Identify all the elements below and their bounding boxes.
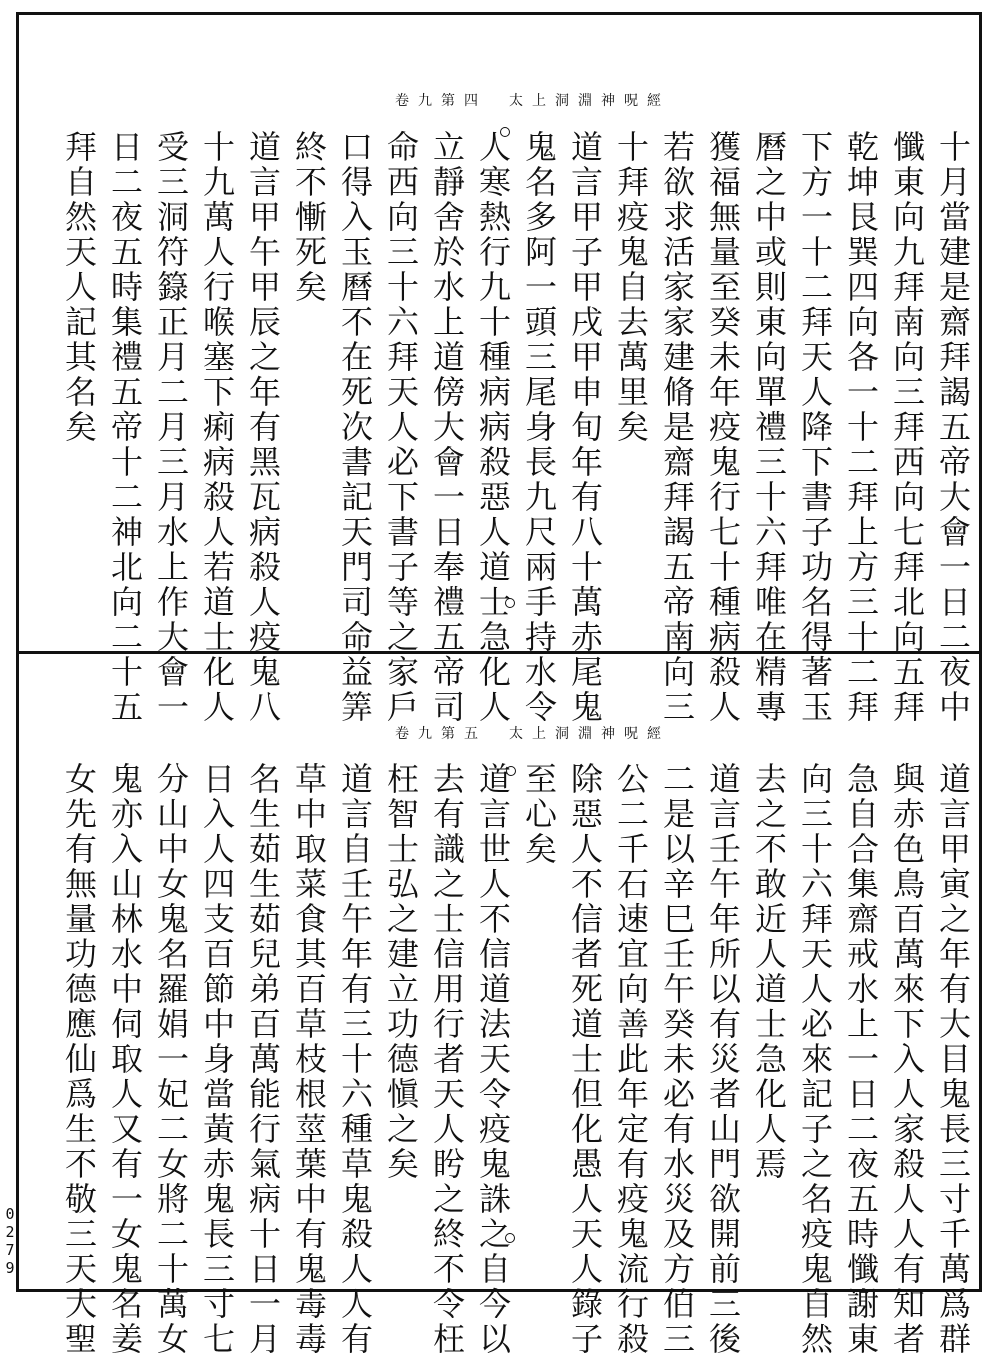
text-column: 下方一十二拜天人降下書子功名得著玉 bbox=[796, 130, 834, 725]
text-column: 口得入玉曆不在死次書記天門司命益筭 bbox=[336, 130, 374, 725]
text-column: 十九萬人行喉塞下痢病殺人若道士化人 bbox=[198, 130, 236, 725]
text-column: 道言壬午年所以有災者山門欲開前三後 bbox=[704, 762, 742, 1357]
text-column: 女先有無量功德應仙爲生不敬三天大聖 bbox=[60, 762, 98, 1357]
text-column: 終不慚死矣 bbox=[290, 130, 328, 305]
text-column: 命西向三十六拜天人必下書子等之家戶 bbox=[382, 130, 420, 725]
running-head-top bbox=[395, 90, 670, 110]
text-column: 道言甲午甲辰之年有黑瓦病殺人疫鬼八 bbox=[244, 130, 282, 725]
text-column: 曆之中或則東向單禮三十六拜唯在精專 bbox=[750, 130, 788, 725]
text-column: 道言世人不信道法天令疫鬼誅之自今以 bbox=[474, 762, 512, 1357]
text-column: 懺東向九拜南向三拜西向七拜北向五拜 bbox=[888, 130, 926, 725]
text-column: 鬼亦入山林水中伺取人又有一女鬼名姜 bbox=[106, 762, 144, 1357]
section-mark bbox=[500, 127, 510, 137]
text-column: 向三十六拜天人必來記子之名疫鬼自然 bbox=[796, 762, 834, 1357]
text-column: 道言甲寅之年有大目鬼長三寸千萬爲群 bbox=[934, 762, 972, 1357]
section-mark bbox=[505, 598, 515, 608]
text-column: 去之不敢近人道士急化人焉 bbox=[750, 762, 788, 1182]
text-column: 急自合集齋戒水上一日二夜五時懺謝東 bbox=[842, 762, 880, 1357]
text-column: 公二千石速宜向善此年定有疫鬼流行殺 bbox=[612, 762, 650, 1357]
text-column: 獲福無量至癸未年疫鬼行七十種病殺人 bbox=[704, 130, 742, 725]
text-column: 乾坤艮巽四向各一十二拜上方三十二拜 bbox=[842, 130, 880, 725]
running-head-bottom bbox=[395, 723, 670, 743]
section-mark bbox=[505, 1233, 515, 1243]
text-column: 十月當建是齋拜謁五帝大會一日二夜中 bbox=[934, 130, 972, 725]
text-column: 十拜疫鬼自去萬里矣 bbox=[612, 130, 650, 445]
text-column: 人寒熱行九十種病病殺惡人道士急化人 bbox=[474, 130, 512, 725]
text-column: 名生茹生茹兒弟百萬能行氣病十日一月 bbox=[244, 762, 282, 1357]
text-column: 除惡人不信者死道士但化愚人天人錄子 bbox=[566, 762, 604, 1357]
text-column: 去有識之士信用行者天人盻之終不令枉 bbox=[428, 762, 466, 1357]
text-column: 道言甲子甲戌甲申旬年有八十萬赤尾鬼 bbox=[566, 130, 604, 725]
sutra-title: 太上洞淵神呪經 bbox=[509, 726, 670, 742]
text-column: 日入人四支百節中身當黃赤鬼長三寸七 bbox=[198, 762, 236, 1357]
sutra-title: 太上洞淵神呪經 bbox=[509, 93, 670, 109]
volume-label: 卷九第五 bbox=[395, 726, 487, 742]
text-column: 拜自然天人記其名矣 bbox=[60, 130, 98, 445]
text-column: 道言自壬午年有三十六種草鬼殺人人有 bbox=[336, 762, 374, 1357]
text-column: 若欲求活家家建脩是齋拜謁五帝南向三 bbox=[658, 130, 696, 725]
text-column: 日二夜五時集禮五帝十二神北向二十五 bbox=[106, 130, 144, 725]
text-column: 分山中女鬼名羅娟一妃二女將二十萬女 bbox=[152, 762, 190, 1357]
page-number: 0279 bbox=[1, 1205, 19, 1277]
section-mark bbox=[506, 766, 516, 776]
text-column: 受三洞符籙正月二月三月水上作大會一 bbox=[152, 130, 190, 725]
text-column: 枉智士弘之建立功德愼之矣 bbox=[382, 762, 420, 1182]
text-column: 草中取菜食其百草枝根莖葉中有鬼毒毒 bbox=[290, 762, 328, 1357]
text-column: 至心矣 bbox=[520, 762, 558, 867]
text-block-top bbox=[30, 130, 972, 725]
text-column: 鬼名多阿一頭三尾身長九尺兩手持水令 bbox=[520, 130, 558, 725]
text-column: 與赤色鳥百萬來下入人家殺人人有知者 bbox=[888, 762, 926, 1357]
text-block-bottom bbox=[30, 762, 972, 1357]
volume-label: 卷九第四 bbox=[395, 93, 487, 109]
text-column: 立靜舍於水上道傍大會一日奉禮五帝司 bbox=[428, 130, 466, 725]
text-column: 二是以辛巳壬午癸未必有水災及方伯三 bbox=[658, 762, 696, 1357]
